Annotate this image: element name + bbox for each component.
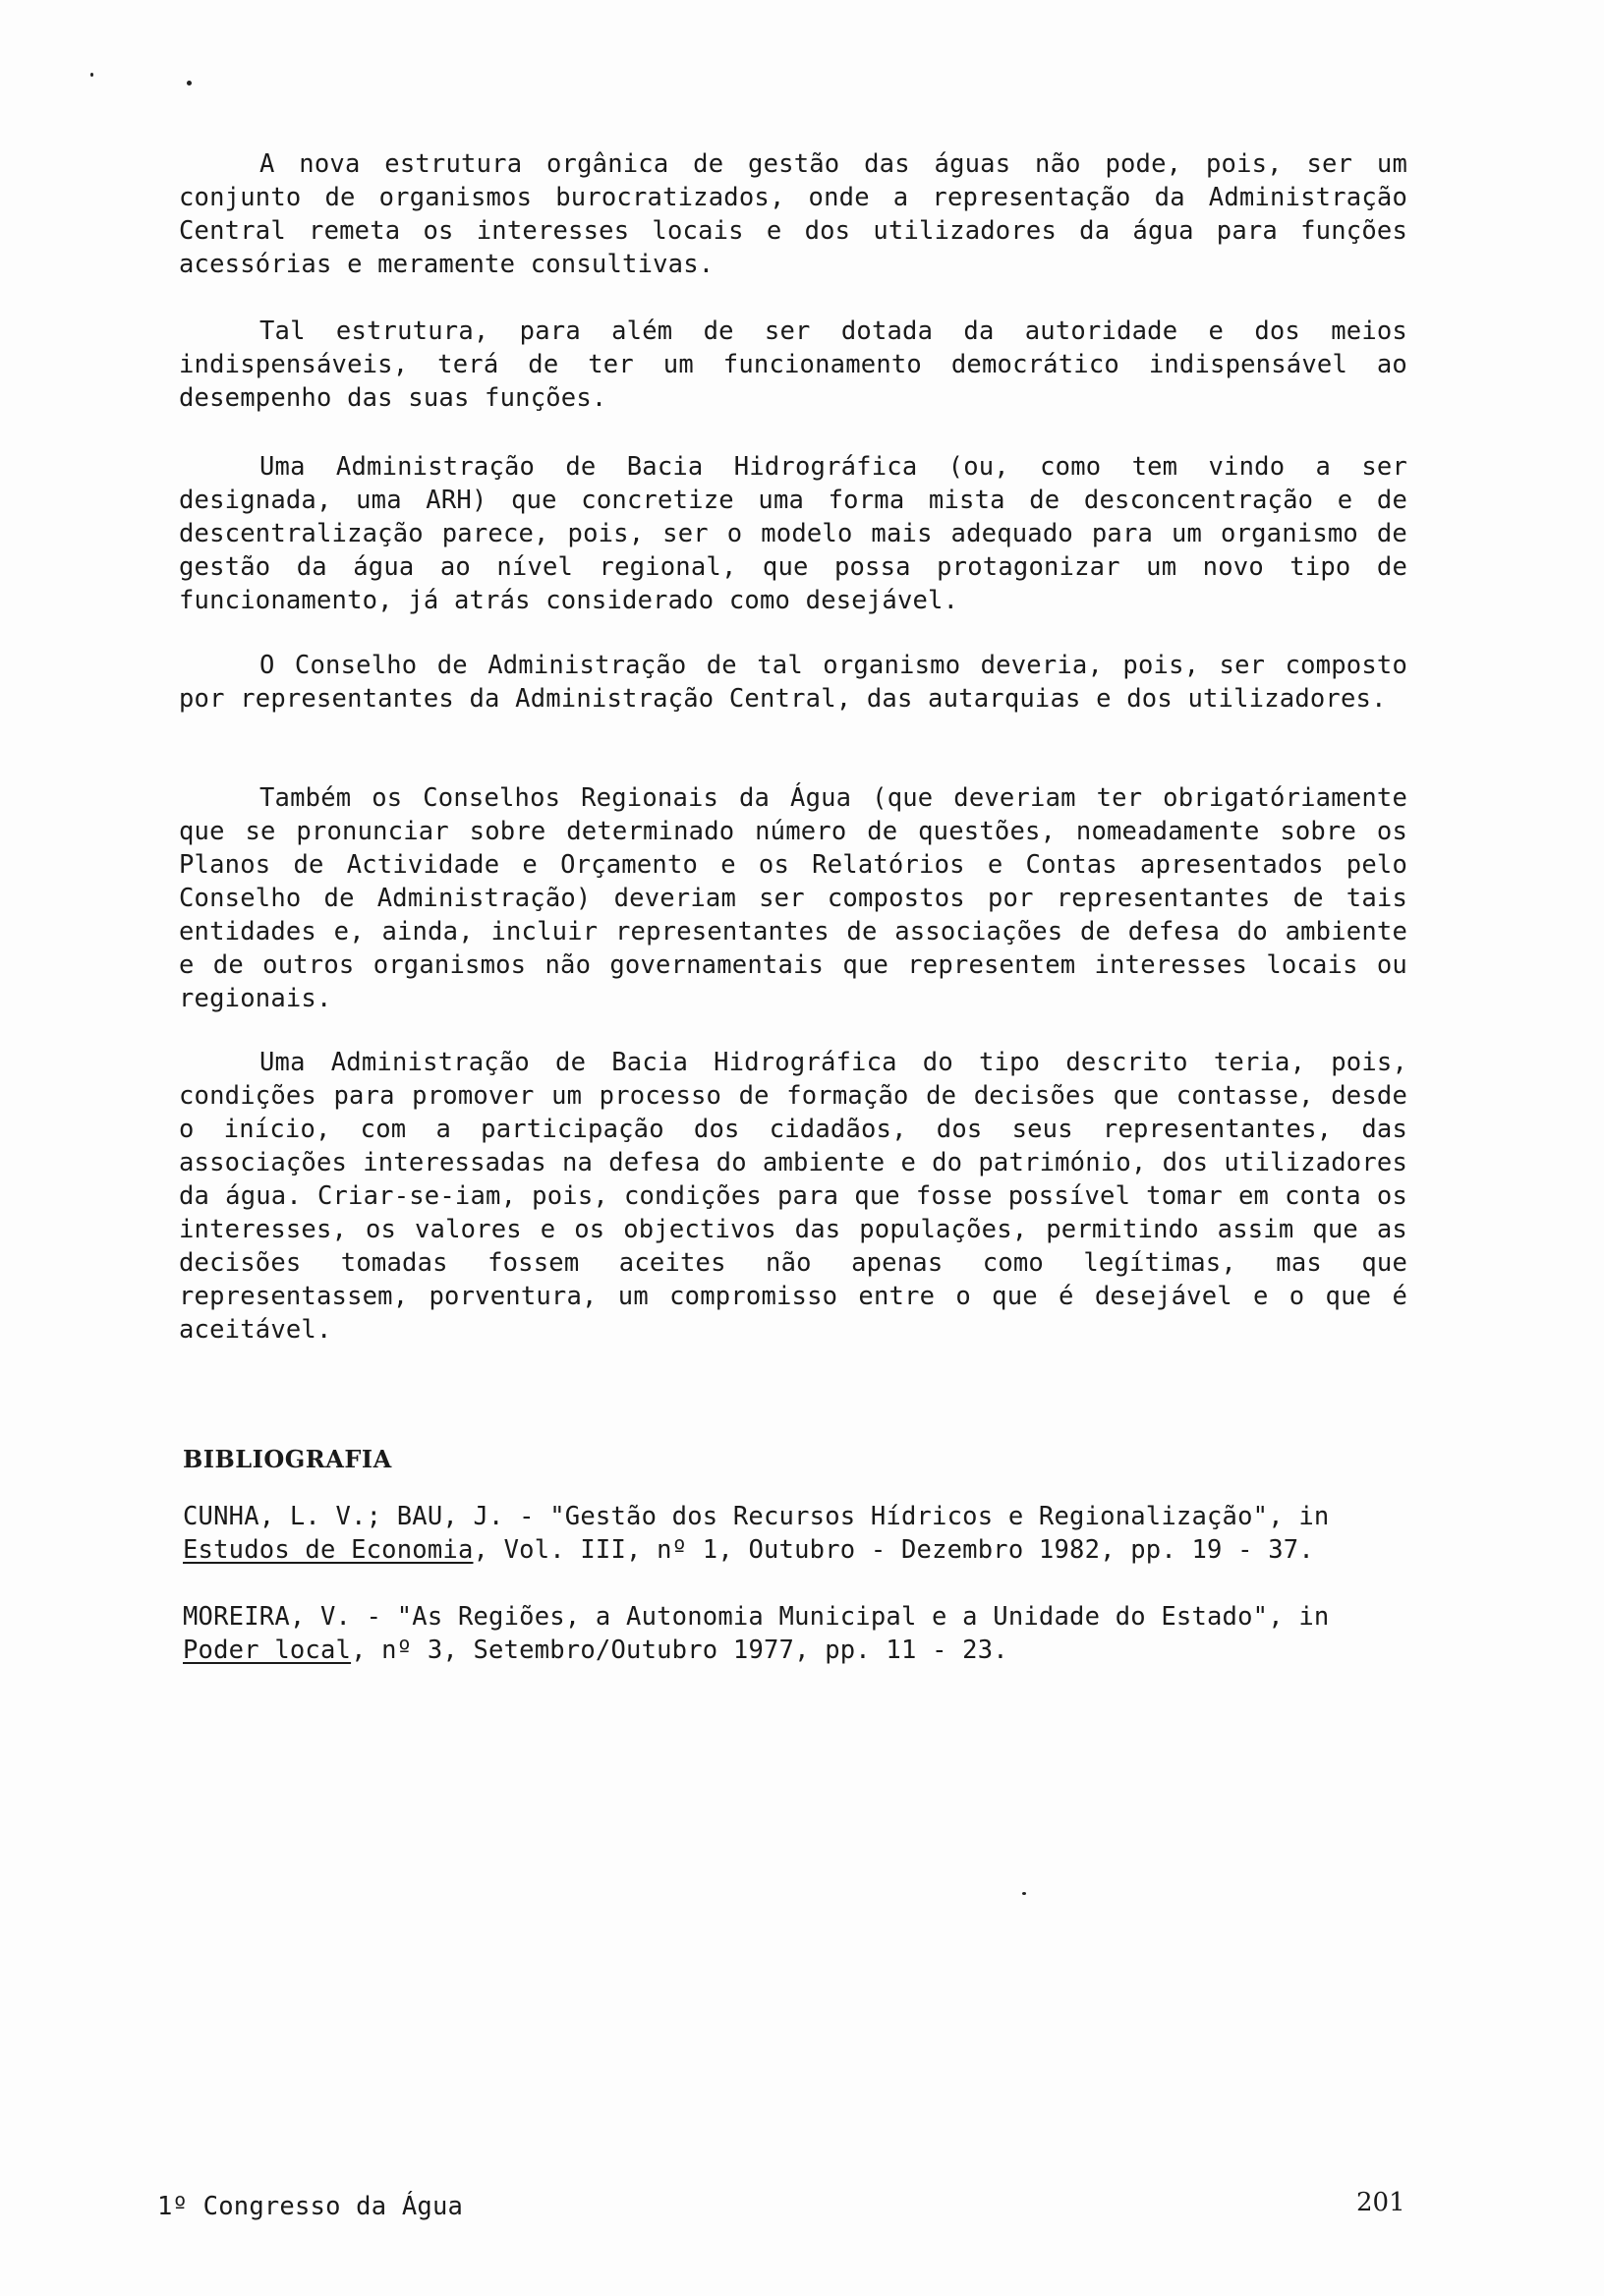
bib-entry-tail: , nº 3, Setembro/Outubro 1977, pp. 11 - 23. [351, 1636, 1008, 1665]
paragraph-5 [179, 781, 1407, 1015]
paragraph-4 [179, 649, 1407, 716]
bib-entry-lead: MOREIRA, V. - "As Regiões, a Autonomia Municipal e a Unidade do Estado", in [183, 1602, 1330, 1632]
scan-speck [90, 73, 93, 77]
paragraph-text: O Conselho de Administração de tal organismo deveria, pois, ser composto por representantes da Administração Central, das autarquias e dos utilizadores. [179, 651, 1407, 714]
scan-speck [1022, 1892, 1026, 1895]
scan-speck [187, 81, 192, 86]
page-number: 201 [1356, 2188, 1405, 2217]
paragraph-text: Uma Administração de Bacia Hidrográfica (ou, como tem vindo a ser designada, uma ARH) que concretize uma forma mista de desconcentração e de descentralização parece, pois, ser o modelo mais adequado para um organismo de gestão da água ao nível regional, que possa protagonizar um novo tipo de funcionamento, já atrás considerado como desejável. [179, 452, 1407, 615]
paragraph-text: A nova estrutura orgânica de gestão das águas não pode, pois, ser um conjunto de organismos burocratizados, onde a representação da Administração Central remeta os interesses locais e dos utilizadores da água para funções acessórias e meramente consultivas. [179, 149, 1407, 279]
paragraph-text: Também os Conselhos Regionais da Água (que deveriam ter obrigatóriamente que se pronunciar sobre determinado número de questões, nomeadamente sobre os Planos de Actividade e Orçamento e os Relatórios e Contas apresentados pelo Conselho de Administração) deveriam ser compostos por representantes de tais entidades e, ainda, incluir representantes de associações de defesa do ambiente e de outros organismos não governamentais que representem interesses locais ou regionais. [179, 783, 1407, 1013]
footer-conference: 1º Congresso da Água [157, 2192, 464, 2221]
paragraph-2 [179, 315, 1407, 415]
bib-entry-source: Poder local [183, 1636, 352, 1665]
bib-entry-tail: , Vol. III, nº 1, Outubro - Dezembro 1982, pp. 19 - 37. [473, 1535, 1314, 1565]
bibliography-entry [183, 1500, 1411, 1567]
bibliography-entry [183, 1600, 1411, 1667]
bibliography-heading: BIBLIOGRAFIA [183, 1445, 392, 1473]
paragraph-1 [179, 147, 1407, 281]
bib-entry-source: Estudos de Economia [183, 1535, 474, 1565]
paragraph-text: Tal estrutura, para além de ser dotada da autoridade e dos meios indispensáveis, terá de ter um funcionamento democrático indispensável ao desempenho das suas funções. [179, 316, 1407, 413]
bib-entry-lead: CUNHA, L. V.; BAU, J. - "Gestão dos Recursos Hídricos e Regionalização", in [183, 1502, 1330, 1531]
paragraph-3 [179, 450, 1407, 617]
paragraph-text: Uma Administração de Bacia Hidrográfica do tipo descrito teria, pois, condições para promover um processo de formação de decisões que contasse, desde o início, com a participação dos cidadãos, dos seus representantes, das associações interessadas na defesa do ambiente e do património, dos utilizadores da água. Criar-se-iam, pois, condições para que fosse possível tomar em conta os interesses, os valores e os objectivos das populações, permitindo assim que as decisões tomadas fossem aceites não apenas como legítimas, mas que representassem, porventura, um compromisso entre o que é desejável e o que é aceitável. [179, 1048, 1407, 1345]
paragraph-6 [179, 1046, 1407, 1347]
